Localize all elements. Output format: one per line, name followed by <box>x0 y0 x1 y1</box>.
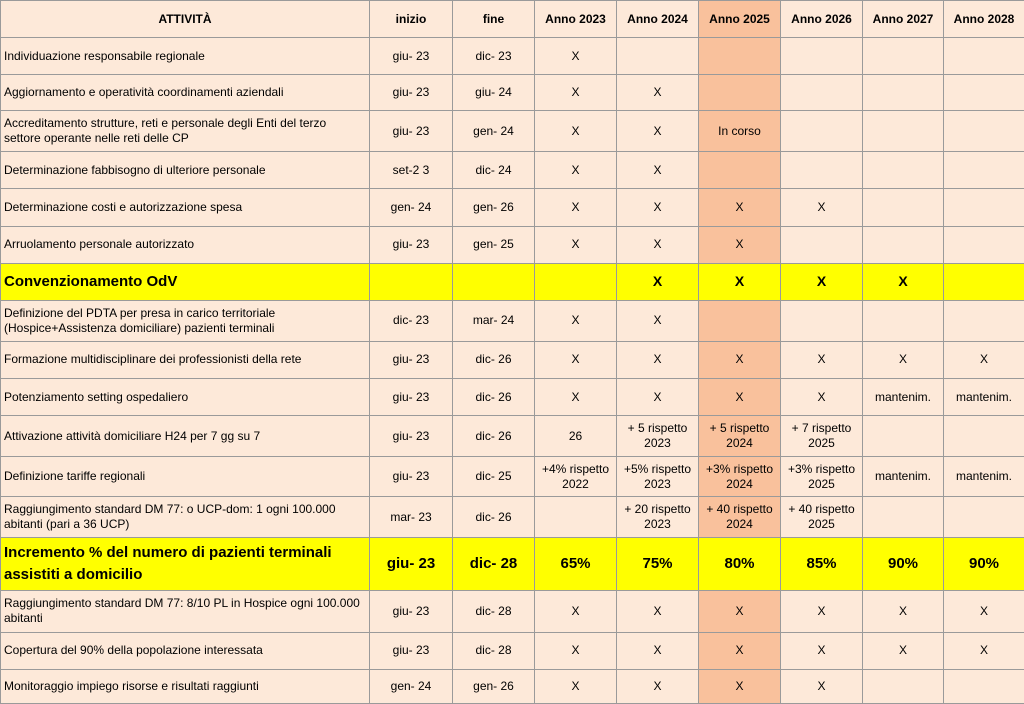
activity-cell: Individuazione responsabile regionale <box>1 38 370 75</box>
header-cell: ATTIVITÀ <box>1 1 370 38</box>
activity-cell: Potenziamento setting ospedaliero <box>1 378 370 415</box>
year-cell: X <box>944 590 1024 632</box>
start-cell: giu- 23 <box>370 75 453 111</box>
table-row <box>1 590 1024 632</box>
year-cell <box>863 111 944 152</box>
start-cell <box>370 263 453 300</box>
year-cell: X <box>617 378 699 415</box>
year-cell: X <box>781 590 863 632</box>
year-cell <box>944 416 1024 457</box>
year-cell <box>944 152 1024 189</box>
year-cell <box>535 263 617 300</box>
year-cell <box>863 75 944 111</box>
year-cell <box>944 111 1024 152</box>
year-cell <box>863 38 944 75</box>
year-cell <box>699 75 781 111</box>
start-cell: giu- 23 <box>370 632 453 669</box>
year-cell: + 5 rispetto 2023 <box>617 416 699 457</box>
header-cell: Anno 2024 <box>617 1 699 38</box>
start-cell: dic- 23 <box>370 300 453 341</box>
year-cell: X <box>781 189 863 226</box>
year-cell: X <box>781 263 863 300</box>
year-cell <box>863 497 944 538</box>
year-cell <box>863 300 944 341</box>
year-cell: 65% <box>535 538 617 590</box>
year-cell: mantenim. <box>863 378 944 415</box>
year-cell: X <box>699 341 781 378</box>
year-cell <box>863 669 944 703</box>
year-cell: X <box>535 189 617 226</box>
year-cell: 90% <box>944 538 1024 590</box>
end-cell: dic- 26 <box>453 341 535 378</box>
year-cell <box>944 75 1024 111</box>
year-cell: X <box>617 341 699 378</box>
year-cell: +3% rispetto 2025 <box>781 457 863 497</box>
table-row <box>1 416 1024 457</box>
activity-cell: Arruolamento personale autorizzato <box>1 226 370 263</box>
start-cell: gen- 24 <box>370 189 453 226</box>
year-cell: +4% rispetto 2022 <box>535 457 617 497</box>
end-cell: dic- 28 <box>453 538 535 590</box>
start-cell: giu- 23 <box>370 378 453 415</box>
year-cell <box>781 300 863 341</box>
year-cell: X <box>863 341 944 378</box>
table-row <box>1 226 1024 263</box>
activity-cell: Incremento % del numero di pazienti terminali assistiti a domicilio <box>1 538 370 590</box>
activity-cell: Copertura del 90% della popolazione interessata <box>1 632 370 669</box>
year-cell <box>863 189 944 226</box>
year-cell <box>863 226 944 263</box>
year-cell: X <box>617 300 699 341</box>
year-cell: mantenim. <box>944 378 1024 415</box>
table-row <box>1 263 1024 300</box>
year-cell <box>781 75 863 111</box>
year-cell: mantenim. <box>944 457 1024 497</box>
activity-cell: Raggiungimento standard DM 77: 8/10 PL in Hospice ogni 100.000 abitanti <box>1 590 370 632</box>
year-cell: X <box>535 111 617 152</box>
header-cell: Anno 2026 <box>781 1 863 38</box>
year-cell: X <box>699 263 781 300</box>
year-cell: X <box>617 632 699 669</box>
year-cell: X <box>863 590 944 632</box>
start-cell: giu- 23 <box>370 341 453 378</box>
activity-cell: Monitoraggio impiego risorse e risultati raggiunti <box>1 669 370 703</box>
table-row <box>1 632 1024 669</box>
year-cell: X <box>699 226 781 263</box>
year-cell: +5% rispetto 2023 <box>617 457 699 497</box>
end-cell: dic- 26 <box>453 416 535 457</box>
table-row <box>1 111 1024 152</box>
year-cell <box>781 226 863 263</box>
year-cell <box>617 38 699 75</box>
end-cell: dic- 26 <box>453 378 535 415</box>
year-cell: X <box>699 590 781 632</box>
year-cell: X <box>617 263 699 300</box>
year-cell <box>699 38 781 75</box>
year-cell: X <box>699 378 781 415</box>
year-cell <box>535 497 617 538</box>
year-cell <box>944 189 1024 226</box>
year-cell: + 40 rispetto 2025 <box>781 497 863 538</box>
year-cell: X <box>944 632 1024 669</box>
activity-cell: Formazione multidisciplinare dei professionisti della rete <box>1 341 370 378</box>
start-cell: giu- 23 <box>370 538 453 590</box>
year-cell: + 5 rispetto 2024 <box>699 416 781 457</box>
header-cell: inizio <box>370 1 453 38</box>
year-cell: X <box>617 226 699 263</box>
year-cell: 80% <box>699 538 781 590</box>
year-cell: X <box>944 341 1024 378</box>
table-row <box>1 152 1024 189</box>
year-cell: X <box>535 226 617 263</box>
table-row <box>1 341 1024 378</box>
year-cell: +3% rispetto 2024 <box>699 457 781 497</box>
start-cell: giu- 23 <box>370 226 453 263</box>
start-cell: giu- 23 <box>370 38 453 75</box>
activity-cell: Attivazione attività domiciliare H24 per 7 gg su 7 <box>1 416 370 457</box>
start-cell: mar- 23 <box>370 497 453 538</box>
activity-cell: Accreditamento strutture, reti e personale degli Enti del terzo settore operante nelle reti delle CP <box>1 111 370 152</box>
activity-cell: Aggiornamento e operatività coordinamenti aziendali <box>1 75 370 111</box>
year-cell: X <box>617 152 699 189</box>
year-cell: 90% <box>863 538 944 590</box>
table-row <box>1 457 1024 497</box>
year-cell: X <box>617 590 699 632</box>
end-cell: dic- 23 <box>453 38 535 75</box>
year-cell: X <box>535 669 617 703</box>
year-cell: X <box>781 378 863 415</box>
table-body <box>1 38 1024 704</box>
year-cell <box>944 263 1024 300</box>
year-cell <box>781 38 863 75</box>
end-cell: mar- 24 <box>453 300 535 341</box>
year-cell: 85% <box>781 538 863 590</box>
year-cell: X <box>617 75 699 111</box>
year-cell: X <box>535 378 617 415</box>
year-cell: In corso <box>699 111 781 152</box>
year-cell: 75% <box>617 538 699 590</box>
header-cell: Anno 2023 <box>535 1 617 38</box>
year-cell: X <box>535 300 617 341</box>
year-cell: + 7 rispetto 2025 <box>781 416 863 457</box>
year-cell: X <box>617 669 699 703</box>
end-cell: dic- 28 <box>453 632 535 669</box>
year-cell: X <box>617 111 699 152</box>
table-row <box>1 378 1024 415</box>
year-cell <box>944 226 1024 263</box>
start-cell: gen- 24 <box>370 669 453 703</box>
activity-cell: Determinazione fabbisogno di ulteriore personale <box>1 152 370 189</box>
year-cell: mantenim. <box>863 457 944 497</box>
start-cell: giu- 23 <box>370 111 453 152</box>
header-cell: Anno 2027 <box>863 1 944 38</box>
activity-cell: Raggiungimento standard DM 77: o UCP-dom: 1 ogni 100.000 abitanti (pari a 36 UCP) <box>1 497 370 538</box>
table-row <box>1 75 1024 111</box>
year-cell <box>944 300 1024 341</box>
end-cell: dic- 26 <box>453 497 535 538</box>
table-row <box>1 189 1024 226</box>
table-row <box>1 497 1024 538</box>
year-cell: X <box>535 75 617 111</box>
year-cell: X <box>535 341 617 378</box>
year-cell <box>781 152 863 189</box>
activity-cell: Definizione del PDTA per presa in carico territoriale (Hospice+Assistenza domiciliare) pazienti terminali <box>1 300 370 341</box>
year-cell <box>863 416 944 457</box>
year-cell: X <box>699 669 781 703</box>
start-cell: giu- 23 <box>370 416 453 457</box>
year-cell: + 40 rispetto 2024 <box>699 497 781 538</box>
year-cell <box>944 38 1024 75</box>
activity-cell: Definizione tariffe regionali <box>1 457 370 497</box>
activity-cell: Determinazione costi e autorizzazione spesa <box>1 189 370 226</box>
year-cell: X <box>535 152 617 189</box>
year-cell <box>699 300 781 341</box>
header-row <box>1 1 1024 38</box>
end-cell: dic- 28 <box>453 590 535 632</box>
table-row <box>1 38 1024 75</box>
year-cell: 26 <box>535 416 617 457</box>
end-cell: gen- 26 <box>453 669 535 703</box>
year-cell: X <box>781 341 863 378</box>
table-row <box>1 538 1024 590</box>
end-cell: gen- 25 <box>453 226 535 263</box>
end-cell: dic- 24 <box>453 152 535 189</box>
end-cell: gen- 26 <box>453 189 535 226</box>
header-cell: fine <box>453 1 535 38</box>
end-cell: giu- 24 <box>453 75 535 111</box>
year-cell: X <box>617 189 699 226</box>
year-cell: X <box>535 590 617 632</box>
start-cell: set-2 3 <box>370 152 453 189</box>
end-cell <box>453 263 535 300</box>
header-cell: Anno 2028 <box>944 1 1024 38</box>
year-cell: X <box>699 189 781 226</box>
year-cell: + 20 rispetto 2023 <box>617 497 699 538</box>
year-cell: X <box>699 632 781 669</box>
start-cell: giu- 23 <box>370 590 453 632</box>
year-cell: X <box>781 632 863 669</box>
year-cell: X <box>535 38 617 75</box>
year-cell <box>944 669 1024 703</box>
year-cell: X <box>781 669 863 703</box>
year-cell: X <box>863 263 944 300</box>
year-cell <box>863 152 944 189</box>
year-cell: X <box>863 632 944 669</box>
year-cell <box>699 152 781 189</box>
year-cell <box>781 111 863 152</box>
end-cell: gen- 24 <box>453 111 535 152</box>
year-cell <box>944 497 1024 538</box>
table-row <box>1 669 1024 703</box>
header-cell: Anno 2025 <box>699 1 781 38</box>
table-row <box>1 300 1024 341</box>
year-cell: X <box>535 632 617 669</box>
end-cell: dic- 25 <box>453 457 535 497</box>
activity-cell: Convenzionamento OdV <box>1 263 370 300</box>
start-cell: giu- 23 <box>370 457 453 497</box>
